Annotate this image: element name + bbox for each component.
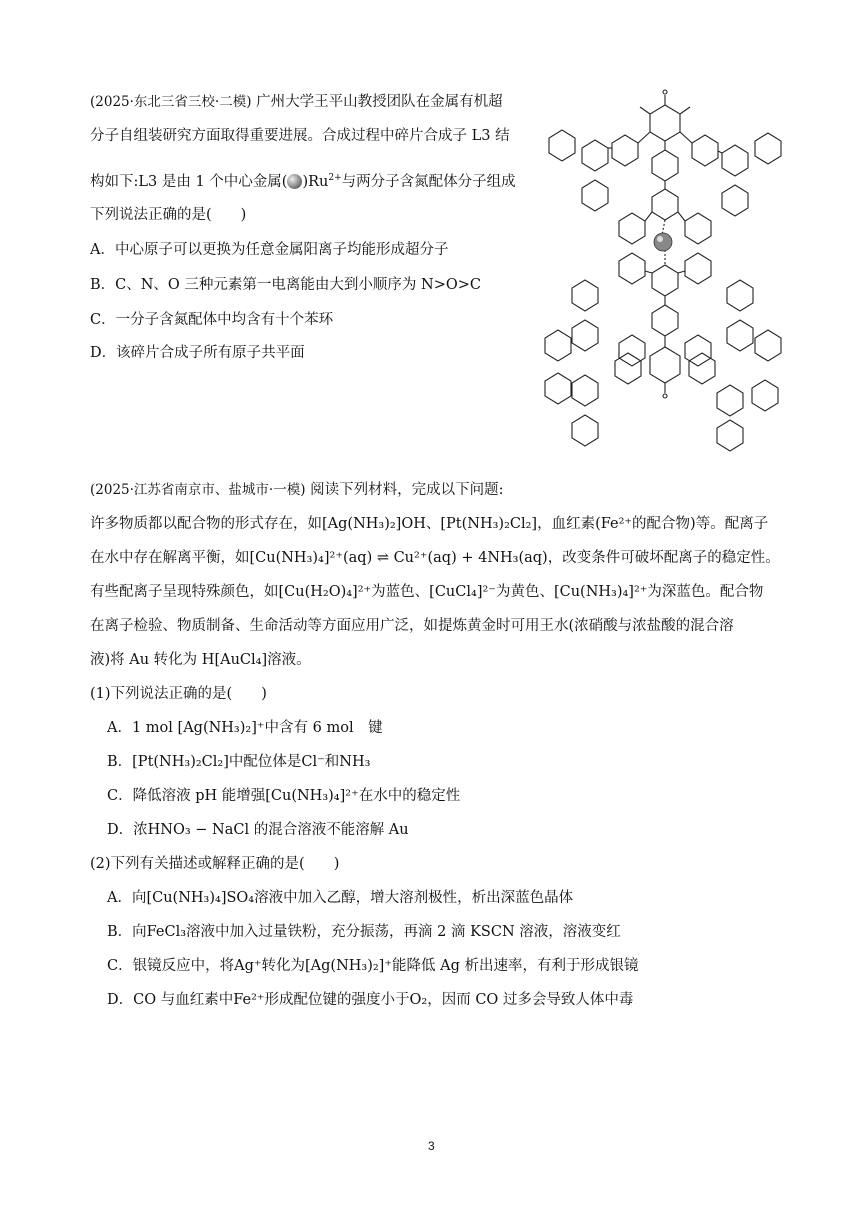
q1-intro-line3-sup: 2+	[328, 173, 342, 183]
q2-source-text: 阅读下列材料，完成以下问题:	[305, 482, 504, 498]
q1-intro-line1	[90, 92, 503, 112]
q2-paragraph-line3: 有些配离子呈现特殊颜色，如[Cu(H₂O)₄]²⁺为蓝色、[CuCl₄]²⁻为黄色、[Cu(NH₃)₄]²⁺为深蓝色。配合物	[90, 584, 764, 600]
q2-header	[90, 480, 503, 500]
sub2-option-b: B．向FeCl₃溶液中加入过量铁粉，充分振荡，再滴 2 滴 KSCN 溶液，溶液变红	[107, 924, 621, 940]
sub2-option-a: A．向[Cu(NH₃)₄]SO₄溶液中加入乙醇，增大溶剂极性，析出深蓝色晶体	[107, 890, 574, 906]
q1-option-c: C．一分子含氮配体中均含有十个苯环	[90, 312, 334, 328]
q1-option-a: A．中心原子可以更换为任意金属阳离子均能形成超分子	[90, 242, 449, 258]
q1-source: (2025·东北三省三校·二模)	[90, 94, 252, 110]
q2-source: (2025·江苏省南京市、盐城市·一模)	[90, 482, 306, 498]
q2-paragraph-line4: 在离子检验、物质制备、生命活动等方面应用广泛，如提炼黄金时可用王水(浓硝酸与浓盐酸的混合溶	[90, 618, 734, 634]
sub2-stem: (2)下列有关描述或解释正确的是( )	[90, 856, 340, 872]
page-number: 3	[428, 1139, 435, 1153]
l3-structure-figure	[540, 85, 790, 455]
metal-center-icon	[287, 174, 302, 189]
q1-intro-line3-ru: )Ru	[302, 173, 329, 190]
q1-intro-line2: 分子自组装研究方面取得重要进展。合成过程中碎片合成子 L3 结	[90, 128, 510, 144]
q2-paragraph-line1: 许多物质都以配合物的形式存在，如[Ag(NH₃)₂]OH、[Pt(NH₃)₂Cl₂]，血红素(Fe²⁺的配合物)等。配离子	[90, 516, 769, 532]
q1-intro-line3-end: 与两分子含氮配体分子组成	[341, 173, 516, 190]
sub1-stem: (1)下列说法正确的是( )	[90, 686, 267, 702]
q1-option-d: D．该碎片合成子所有原子共平面	[90, 345, 305, 361]
sub1-option-a: A．1 mol [Ag(NH₃)₂]⁺中含有 6 mol 键	[107, 720, 383, 736]
q1-intro-line3	[90, 168, 516, 192]
q2-paragraph-line2: 在水中存在解离平衡，如[Cu(NH₃)₄]²⁺(aq) ⇌ Cu²⁺(aq) + 4NH₃(aq)，改变条件可破坏配离子的稳定性。	[90, 550, 780, 566]
sub1-option-c: C．降低溶液 pH 能增强[Cu(NH₃)₄]²⁺在水中的稳定性	[107, 788, 461, 804]
q1-intro-line3-pre: 构如下:L3 是由 1 个中心金属(	[90, 173, 288, 190]
sub2-option-d: D．CO 与血红素中Fe²⁺形成配位键的强度小于O₂，因而 CO 过多会导致人体中毒	[107, 992, 634, 1008]
sub2-option-c: C．银镜反应中，将Ag⁺转化为[Ag(NH₃)₂]⁺能降低 Ag 析出速率，有利于形成银镜	[107, 958, 639, 974]
q1-intro-text: 广州大学王平山教授团队在金属有机超	[251, 94, 503, 110]
q2-paragraph-line5: 液)将 Au 转化为 H[AuCl₄]溶液。	[90, 652, 311, 668]
q1-stem: 下列说法正确的是( )	[90, 207, 247, 223]
sub1-option-b: B．[Pt(NH₃)₂Cl₂]中配位体是Cl⁻和NH₃	[107, 754, 371, 770]
sub1-option-d: D．浓HNO₃ − NaCl 的混合溶液不能溶解 Au	[107, 822, 409, 838]
q1-option-b: B．C、N、O 三种元素第一电离能由大到小顺序为 N>O>C	[90, 277, 482, 293]
